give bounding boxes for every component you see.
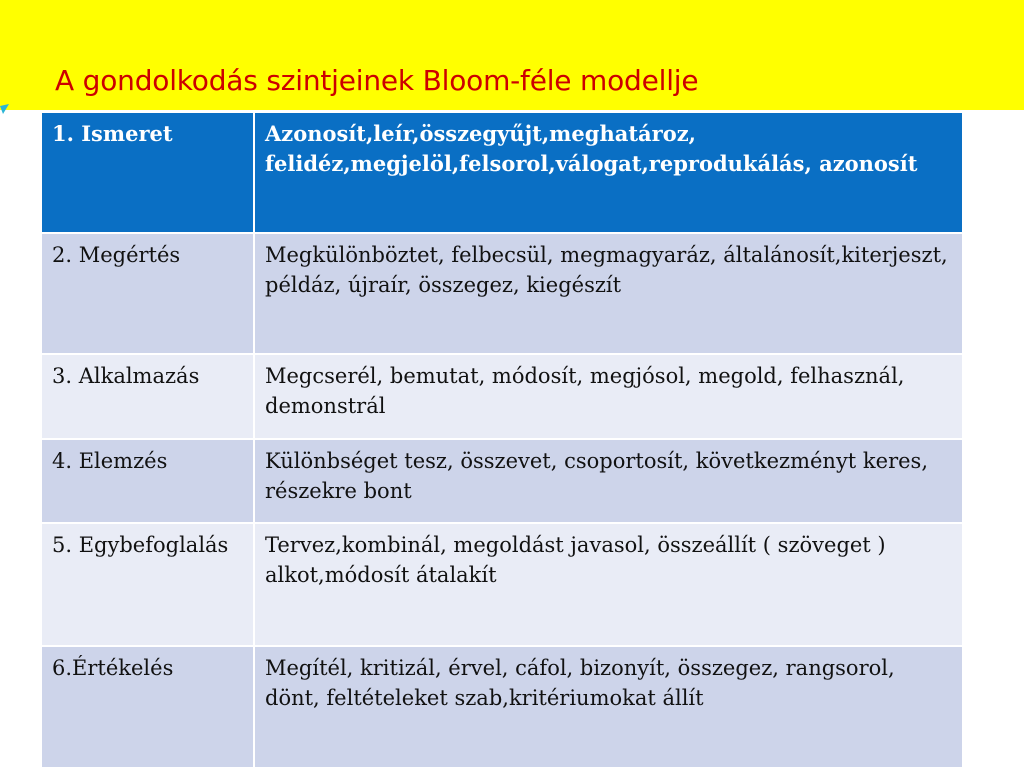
slide-title: A gondolkodás szintjeinek Bloom-féle modellje — [55, 64, 699, 97]
level-cell: 4. Elemzés — [41, 439, 254, 523]
verbs-cell: Megcserél, bemutat, módosít, megjósol, megold, felhasznál, demonstrál — [254, 354, 963, 439]
corner-accent-icon — [0, 104, 14, 118]
table-row — [41, 112, 963, 233]
verbs-cell: Megkülönböztet, felbecsül, megmagyaráz, általánosít,kiterjeszt, példáz, újraír, összegez, kiegészít — [254, 233, 963, 354]
table-row — [41, 523, 963, 646]
level-cell: 6.Értékelés — [41, 646, 254, 768]
level-cell: 5. Egybefoglalás — [41, 523, 254, 646]
verbs-cell: Tervez,kombinál, megoldást javasol, összeállít ( szöveget ) alkot,módosít átalakít — [254, 523, 963, 646]
table-row — [41, 646, 963, 768]
verbs-cell: Megítél, kritizál, érvel, cáfol, bizonyít, összegez, rangsorol, dönt, feltételeket szab,kritériumokat állít — [254, 646, 963, 768]
level-cell: 3. Alkalmazás — [41, 354, 254, 439]
level-cell: 1. Ismeret — [41, 112, 254, 233]
table-row — [41, 354, 963, 439]
table-row — [41, 233, 963, 354]
bloom-levels-table — [40, 111, 964, 768]
level-cell: 2. Megértés — [41, 233, 254, 354]
verbs-cell: Azonosít,leír,összegyűjt,meghatároz, felidéz,megjelöl,felsorol,válogat,reprodukálás, azonosít — [254, 112, 963, 233]
table-row — [41, 439, 963, 523]
verbs-cell: Különbséget tesz, összevet, csoportosít, következményt keres, részekre bont — [254, 439, 963, 523]
